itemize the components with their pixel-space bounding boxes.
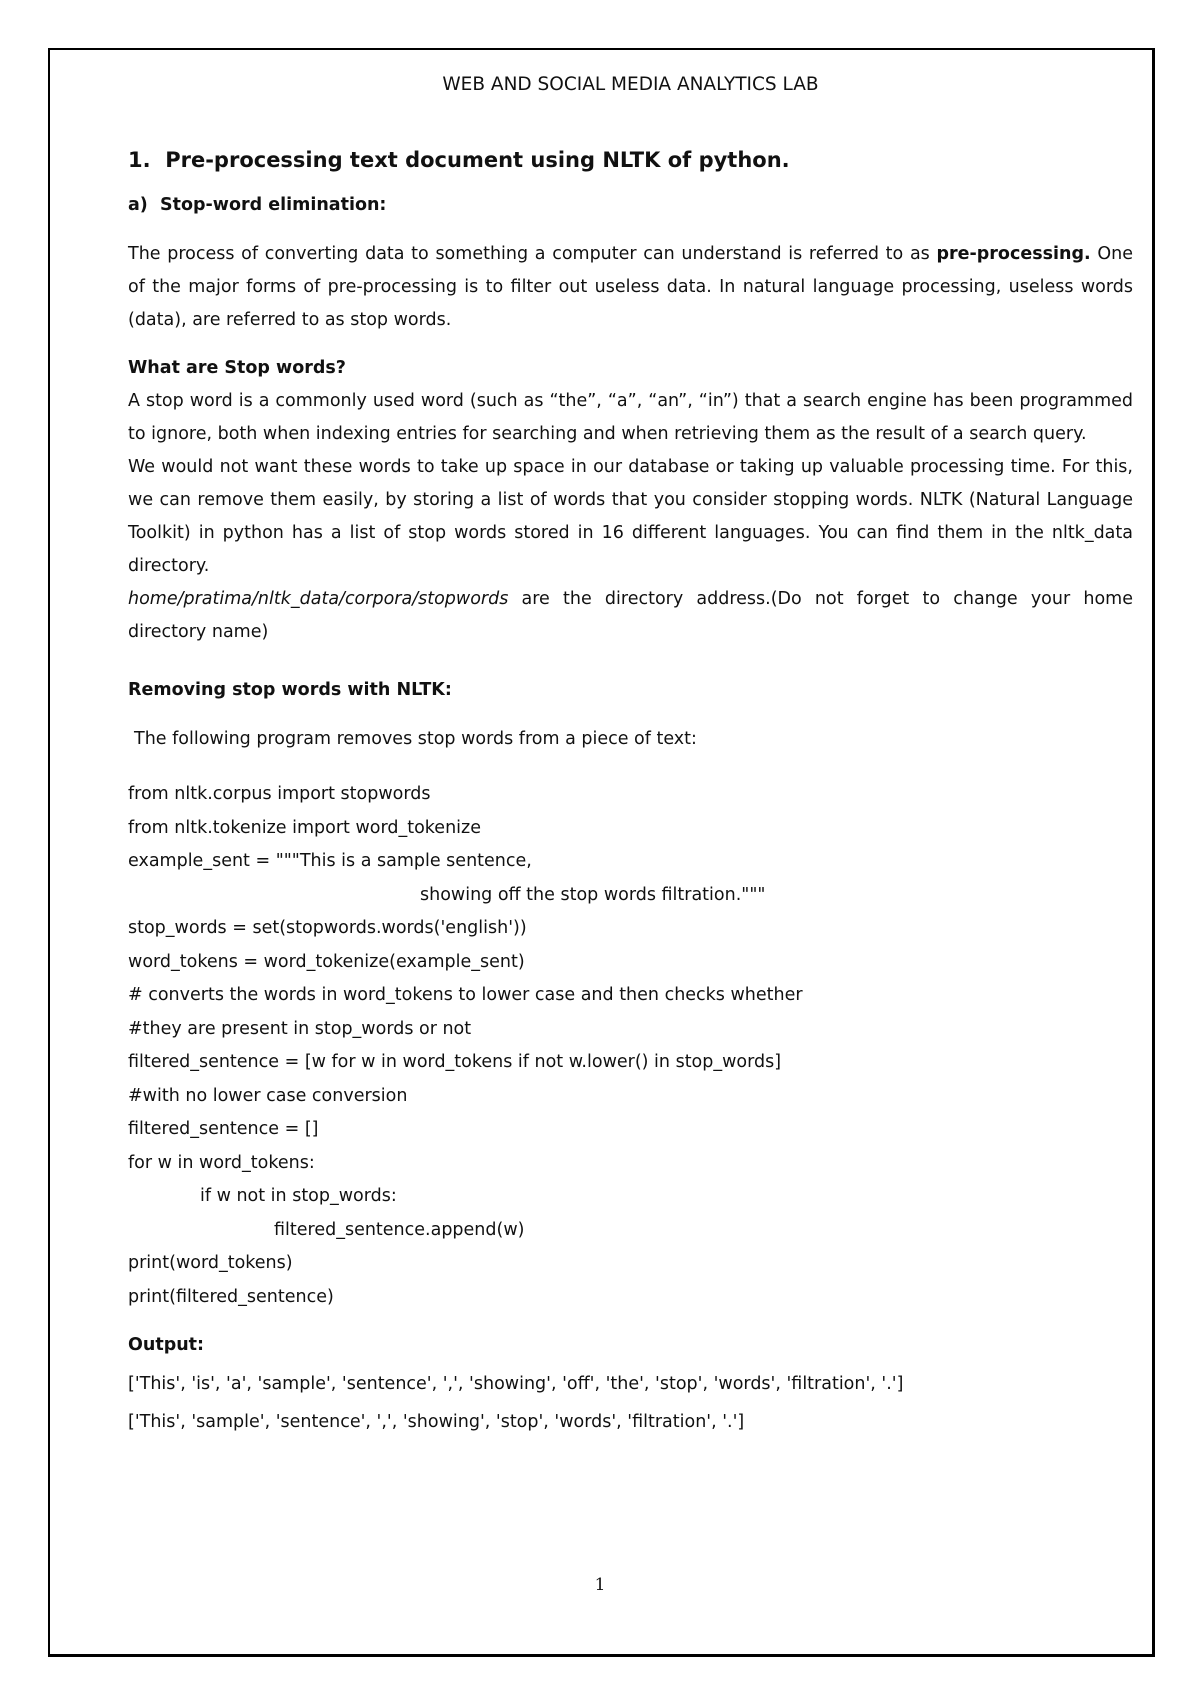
code-line: print(filtered_sentence) (128, 1286, 334, 1307)
code-line: if w not in stop_words: (200, 1186, 397, 1206)
removing-stop-words-heading: Removing stop words with NLTK: (128, 680, 452, 700)
document-body (128, 70, 1133, 1436)
what-are-stop-words-heading: What are Stop words? (128, 358, 346, 378)
section-number: 1. (128, 148, 151, 172)
subsection-label: a) (128, 195, 148, 215)
subsection-title: Stop-word elimination: (160, 195, 387, 215)
output-heading: Output: (128, 1335, 205, 1355)
code-line: from nltk.tokenize import word_tokenize (128, 817, 481, 838)
paragraph-text: The process of converting data to something a computer can understand is referred to as (128, 244, 937, 264)
page-number: 1 (594, 1575, 606, 1595)
code-line: print(word_tokens) (128, 1253, 293, 1273)
code-line: filtered_sentence = [w for w in word_tokens if not w.lower() in stop_words] (128, 1052, 782, 1072)
paragraph-text: One of the major forms of pre-processing is to filter out useless data. In natural language processing, useless words (data), are referred to as stop words. (128, 244, 1133, 330)
paragraph-text: are the directory address.(Do not forget to change your home directory name) (128, 589, 1133, 642)
code-line: word_tokens = word_tokenize(example_sent) (128, 951, 525, 972)
directory-path: home/pratima/nltk_data/corpora/stopwords (128, 589, 509, 609)
paragraph-preprocessing (128, 238, 1133, 337)
code-line: stop_words = set(stopwords.words('english')) (128, 918, 527, 938)
code-comment: #with no lower case conversion (128, 1085, 408, 1106)
code-block (128, 778, 1133, 1314)
output-line-tokens: ['This', 'is', 'a', 'sample', 'sentence', ',', 'showing', 'off', 'the', 'stop', 'words', 'filtration', '.'] (128, 1374, 904, 1394)
output-line-filtered: ['This', 'sample', 'sentence', ',', 'showing', 'stop', 'words', 'filtration', '.'] (128, 1412, 745, 1432)
code-line: from nltk.corpus import stopwords (128, 784, 431, 804)
code-comment: #they are present in stop_words or not (128, 1018, 472, 1039)
program-intro: The following program removes stop words from a piece of text: (134, 729, 697, 749)
section-title: Pre-processing text document using NLTK of python. (165, 148, 790, 172)
term-preprocessing: pre-processing. (936, 244, 1091, 264)
subsection-heading (128, 190, 1133, 220)
code-line: example_sent = """This is a sample sentence, (128, 851, 532, 871)
paragraph-stop-word-definition: A stop word is a commonly used word (such as “the”, “a”, “an”, “in”) that a search engine has been programmed to ignore, both when indexing entries for searching and when retrieving them as the result of a search query. (128, 391, 1133, 444)
code-line: filtered_sentence.append(w) (274, 1219, 525, 1240)
code-line: filtered_sentence = [] (128, 1119, 319, 1139)
code-line: showing off the stop words filtration.""" (420, 884, 766, 905)
paragraph-nltk-stop-words: We would not want these words to take up space in our database or taking up valuable processing time. For this, we can remove them easily, by storing a list of words that you consider stopping words. NLTK (Natural Language Toolkit) in python has a list of stop words stored in 16 different languages. You can find them in the nltk_data directory. (128, 457, 1133, 576)
document-title: WEB AND SOCIAL MEDIA ANALYTICS LAB (442, 74, 819, 95)
section-heading (128, 145, 1133, 175)
paragraph-directory (128, 583, 1133, 649)
code-comment: # converts the words in word_tokens to lower case and then checks whether (128, 985, 803, 1005)
code-line: for w in word_tokens: (128, 1152, 315, 1173)
